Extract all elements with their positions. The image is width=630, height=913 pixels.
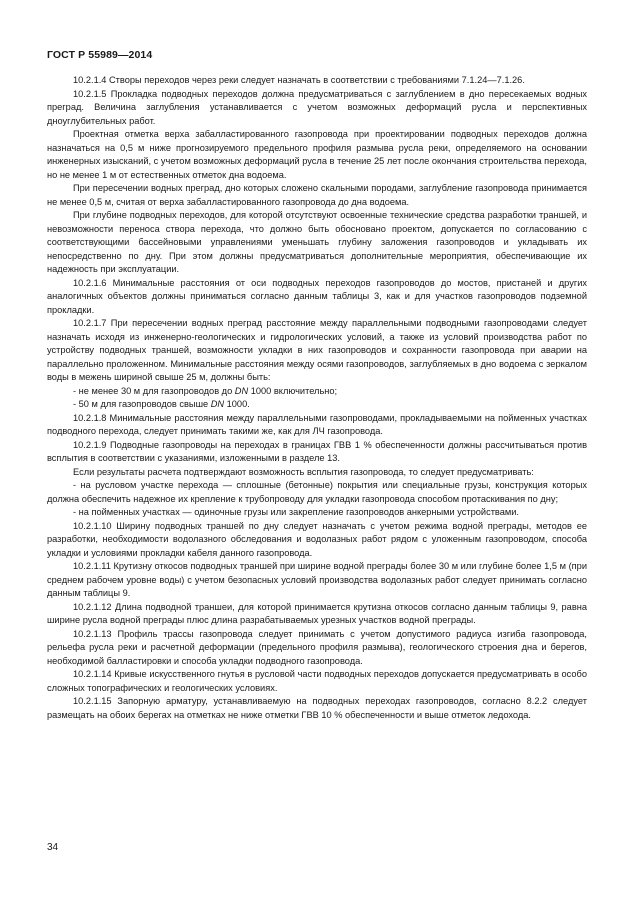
paragraph-10-2-1-10: 10.2.1.10 Ширину подводных траншей по дну следует назначать с учетом режима водной преграды, методов ее разработки, необходимости водолазного обследования и водолазных работ рядом с уложенным газопроводом, способа укладки и условиями прокладки кабеля данного газопровода. <box>47 520 587 558</box>
document-body <box>47 74 587 722</box>
paragraph-10-2-1-8: 10.2.1.8 Минимальные расстояния между параллельными газопроводами, прокладываемыми на пойменных участках подводного перехода, следует принимать такими же, как для ЛЧ газопровода. <box>47 412 587 436</box>
paragraph-10-2-1-7: 10.2.1.7 При пересечении водных преград расстояние между параллельными подводными газопроводами следует назначать исходя из инженерно-геологических и гидрологических условий, а также из условий производства работ по устройству подводных траншей, возможности укладки в них газопроводов и сохранности газопровода при аварии на параллельно проложенном. Минимальные расстояния между осями газопроводов, заглубляемых в дно водоема с зеркалом воды в межень шириной свыше 25 м, должны быть: <box>47 318 587 382</box>
paragraph-10-2-1-14: 10.2.1.14 Кривые искусственного гнутья в русловой части подводных переходов допускается предусматривать в особо сложных топографических и геологических условиях. <box>47 669 587 693</box>
paragraph-10-2-1-9: 10.2.1.9 Подводные газопроводы на переходах в границах ГВВ 1 % обеспеченности должны рассчитываться против всплытия в соответствии с указаниями, изложенными в разделе 13. <box>47 439 587 463</box>
paragraph-rock-bottom: При пересечении водных преград, дно которых сложено скальными породами, заглубление газопровода принимается не менее 0,5 м, считая от верха забалластированного газопровода до дна водоема. <box>47 183 587 207</box>
paragraph-10-2-1-6: 10.2.1.6 Минимальные расстояния от оси подводных переходов газопроводов до мостов, пристаней и других аналогичных объектов должны приниматься согласно данным таблицы 3, как и для участков газопроводов подземной прокладки. <box>47 277 587 315</box>
paragraph-design-elevation: Проектная отметка верха забалластированного газопровода при проектировании подводных переходов должна назначаться на 0,5 м ниже прогнозируемого предельного профиля размыва русла реки, определяемого на основании инженерных изысканий, с учетом возможных деформаций русла в течение 25 лет после окончания строительства перехода, но не менее 1 м от естественных отметок дна водоема. <box>47 129 587 180</box>
list-item-dn-1000-incl: - не менее 30 м для газопроводов до DN 1000 включительно; <box>73 385 338 396</box>
dn-designation: DN <box>234 385 249 396</box>
paragraph-floating-check: Если результаты расчета подтверждают возможность всплытия газопровода, то следует предусматривать: <box>73 466 534 477</box>
dn-designation: DN <box>210 399 225 409</box>
list-item-over-dn-1000: - 50 м для газопроводов свыше DN 1000. <box>73 399 250 409</box>
paragraph-10-2-1-11: 10.2.1.11 Крутизну откосов подводных траншей при ширине водной преграды более 30 м или глубине более 1,5 м (при среднем рабочем уровне воды) с учетом безопасных условий производства водолазных работ следует принимать согласно данным таблицы 9. <box>47 561 587 598</box>
paragraph-10-2-1-13: 10.2.1.13 Профиль трассы газопровода следует принимать с учетом допустимого радиуса изгиба газопровода, рельефа русла реки и расчетной деформации (предельного профиля размыва), геологического строения дна и берегов, необходимой балластировки и способа укладки подводного газопровода. <box>47 628 587 666</box>
list-item-channel-section: - на русловом участке перехода — сплошные (бетонные) покрытия или специальные грузы, конструкция которых должна обеспечить надежное их крепление к трубопроводу для укладки газопровода способом протаскивания по дну; <box>47 480 587 504</box>
paragraph-10-2-1-12: 10.2.1.12 Длина подводной траншеи, для которой принимается крутизна откосов согласно данным таблицы 9, равна ширине русла водной преграды плюс длина разрабатываемых урезных участков водной преграды. <box>47 601 587 625</box>
page-number: 34 <box>47 842 59 853</box>
list-item-floodplain-section: - на пойменных участках — одиночные грузы или закрепление газопроводов анкерными устройствами. <box>73 507 519 517</box>
paragraph-10-2-1-5: 10.2.1.5 Прокладка подводных переходов должна предусматриваться с заглублением в дно пересекаемых водных преград. Величина заглубления устанавливается с учетом возможных деформаций русла и перспективных дноуглубительных работ. <box>47 88 587 126</box>
paragraph-10-2-1-15: 10.2.1.15 Запорную арматуру, устанавливаемую на подводных переходах газопроводов, согласно 8.2.2 следует размещать на обоих берегах на отметках не ниже отметки ГВВ 10 % обеспеченности и выше отметок ледохода. <box>47 696 587 720</box>
paragraph-10-2-1-4: 10.2.1.4 Створы переходов через реки следует назначать в соответствии с требованиями 7.1.24—7.1.26. <box>73 75 525 85</box>
standard-header: ГОСТ Р 55989—2014 <box>47 49 153 61</box>
paragraph-deep-crossings: При глубине подводных переходов, для которой отсутствуют освоенные технические средства разработки траншей, и невозможности переноса створа перехода, что должно быть обосновано проектом, допускается по согласованию с соответствующими бассейновыми управлениями уменьшать глубину заложения газопроводов и укладывать их непосредственно по дну. При этом должны предусматриваться дополнительные мероприятия, обеспечивающие их надежность при эксплуатации. <box>47 210 587 274</box>
